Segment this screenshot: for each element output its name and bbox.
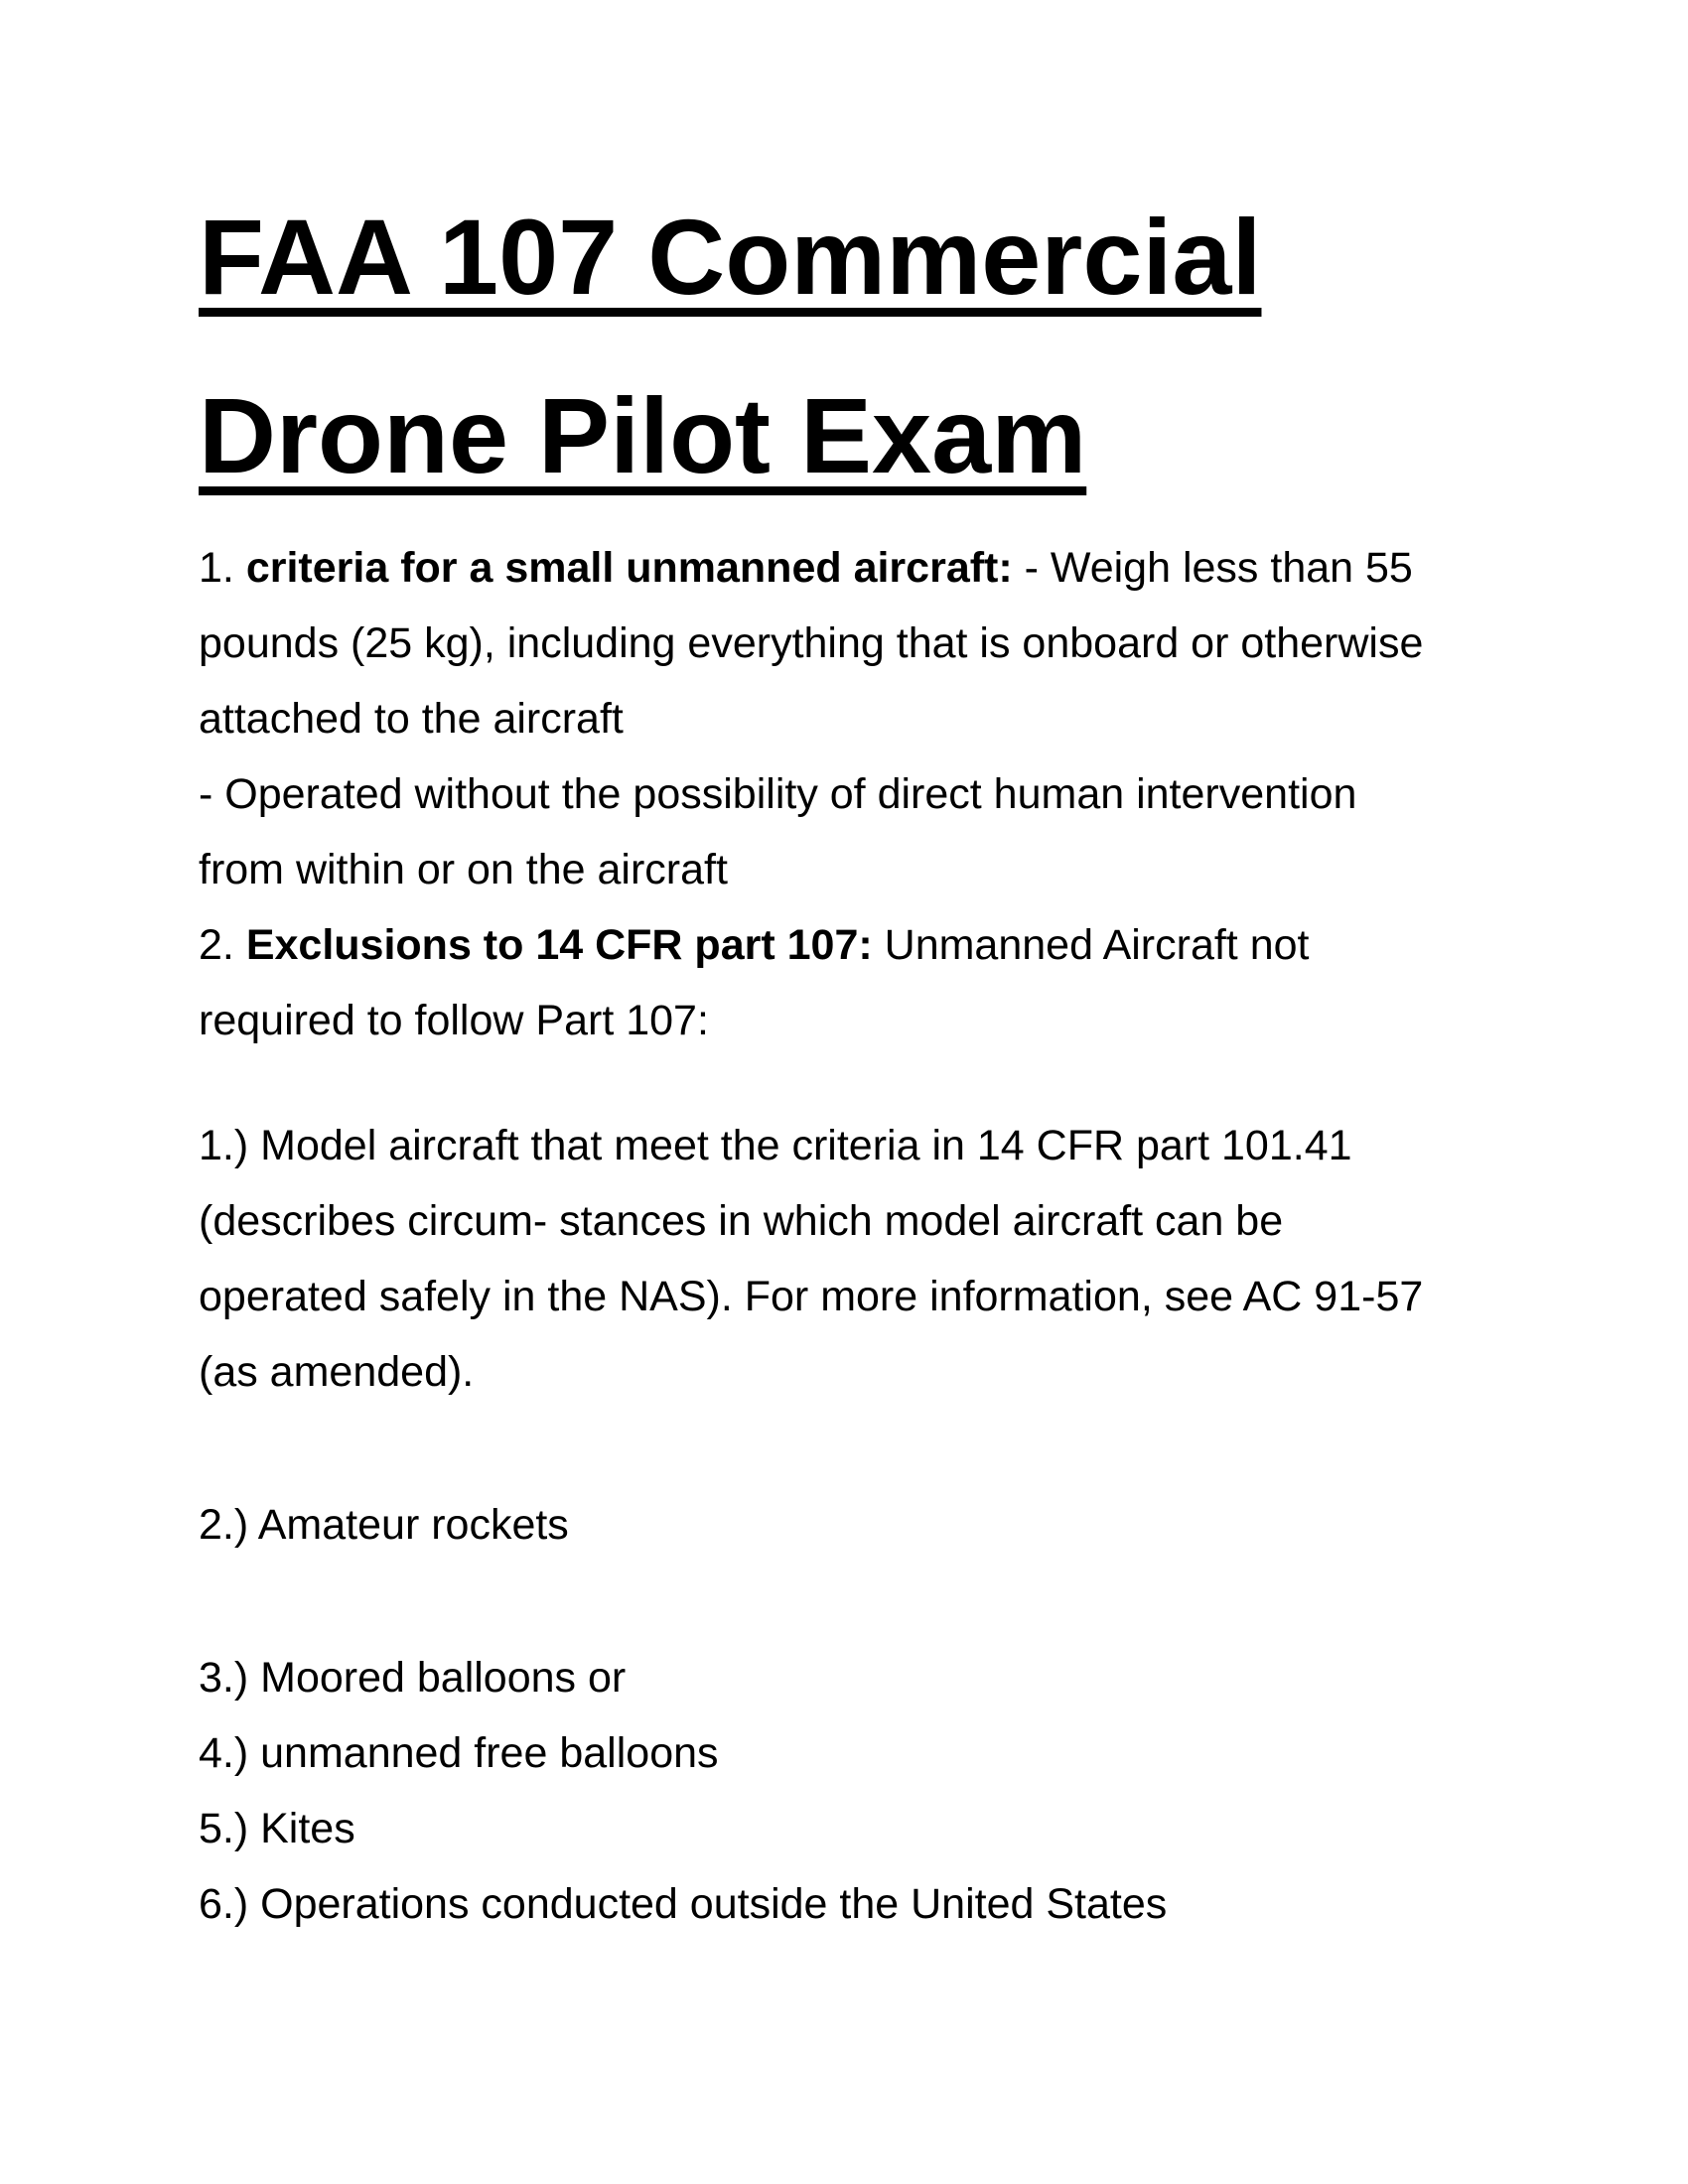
exclusion-item-1-line-2: (describes circum- stances in which model aircraft can be	[199, 1197, 1284, 1245]
exclusion-item-2-text: 2.) Amateur rockets	[199, 1501, 569, 1549]
exclusion-item-1-line-4: (as amended).	[199, 1348, 475, 1396]
exclusion-item-1-line-1: 1.) Model aircraft that meet the criteria in 14 CFR part 101.41	[199, 1122, 1352, 1169]
document-title-line-2: Drone Pilot Exam	[199, 375, 1087, 495]
question-2-answer-start: Unmanned Aircraft not	[884, 921, 1310, 969]
question-1-line-5: from within or on the aircraft	[199, 846, 728, 893]
exclusion-items-3-6	[199, 1640, 1509, 1942]
question-2	[199, 907, 1509, 1058]
question-2-number: 2.	[199, 921, 234, 969]
question-1-number: 1.	[199, 544, 234, 592]
document-title-line-1: FAA 107 Commercial	[199, 197, 1262, 317]
question-1-line-3: attached to the aircraft	[199, 695, 624, 743]
question-1	[199, 530, 1509, 907]
exclusion-item-5-text: 5.) Kites	[199, 1805, 355, 1852]
exclusion-item-3-text: 3.) Moored balloons or	[199, 1654, 627, 1702]
question-1-term: criteria for a small unmanned aircraft:	[245, 544, 1013, 592]
question-2-term: Exclusions to 14 CFR part 107:	[245, 921, 873, 969]
exclusion-item-1-line-3: operated safely in the NAS). For more information, see AC 91-57	[199, 1273, 1424, 1320]
exclusion-item-6-text: 6.) Operations conducted outside the United States	[199, 1880, 1168, 1928]
exclusion-item-4-text: 4.) unmanned free balloons	[199, 1729, 719, 1777]
exclusion-item-2	[199, 1487, 1509, 1563]
question-1-line-1	[199, 530, 1509, 606]
question-1-line-4: - Operated without the possibility of direct human intervention	[199, 770, 1357, 818]
question-1-line-2: pounds (25 kg), including everything that is onboard or otherwise	[199, 619, 1424, 667]
question-2-line-1	[199, 907, 1509, 983]
question-2-line-2: required to follow Part 107:	[199, 997, 709, 1044]
exclusion-item-1	[199, 1108, 1509, 1410]
question-1-answer-start: - Weigh less than 55	[1024, 544, 1413, 592]
